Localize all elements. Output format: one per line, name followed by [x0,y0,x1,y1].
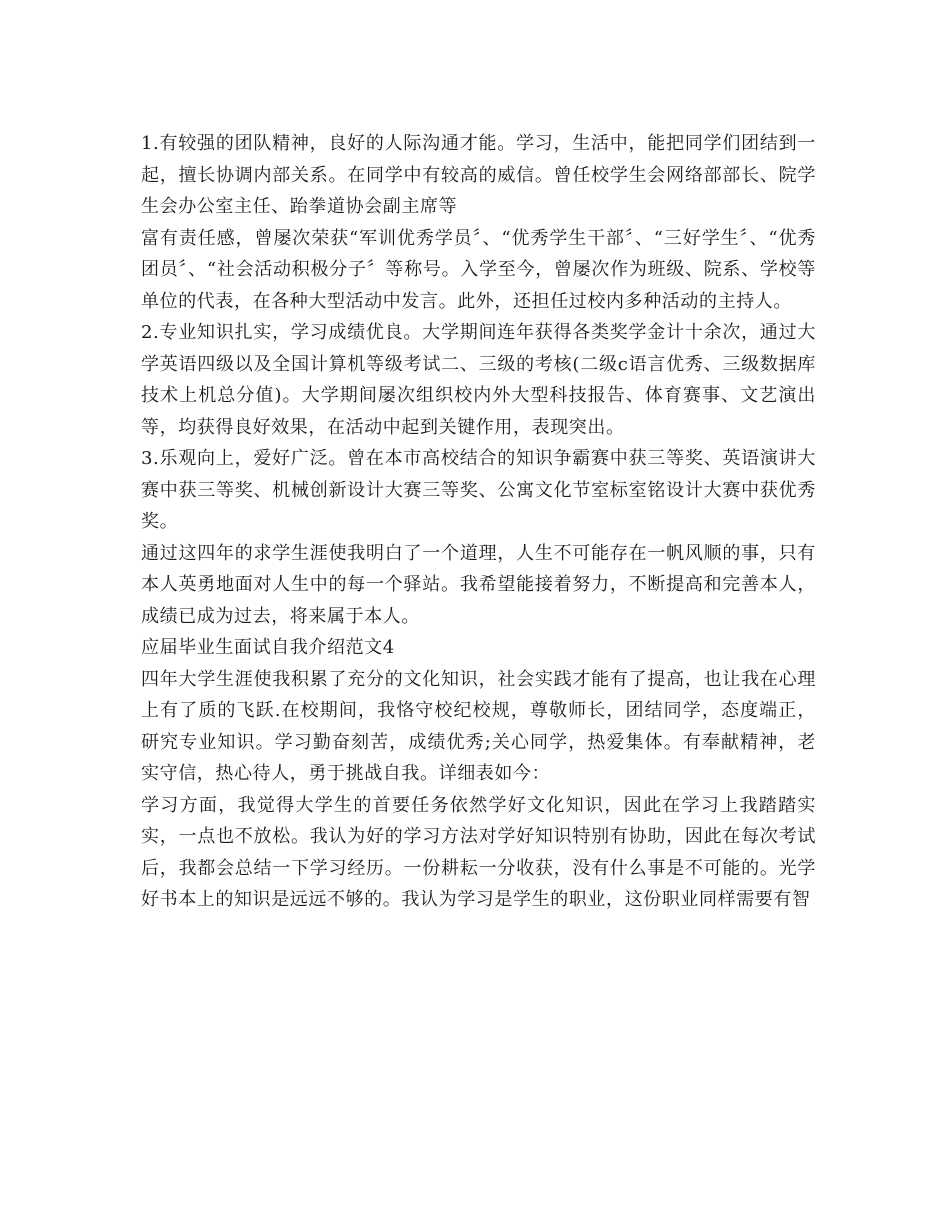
paragraph-honors: 富有责任感，曾屡次荣获“军训优秀学员〞、“优秀学生干部〞、“三好学生〞、“优秀团员〞、“社会活动积极分子〞等称号。入学至今，曾屡次作为班级、院系、学校等单位的代表，在各种大型活动中发言。此外，还担任过校内多种活动的主持人。 [141,227,816,312]
paragraph-study: 学习方面，我觉得大学生的首要任务依然学好文化知识，因此在学习上我踏踏实实，一点也不放松。我认为好的学习方法对学好知识特别有协助，因此在每次考试后，我都会总结一下学习经历。一份耕耘一分收获，没有什么事是不可能的。光学好书本上的知识是远远不够的。我认为学习是学生的职业，这份职业同样需要有智 [141,794,816,910]
paragraph-academics: 2.专业知识扎实，学习成绩优良。大学期间连年获得各类奖学金计十余次，通过大学英语四级以及全国计算机等级考试二、三级的考核(二级c语言优秀、三级数据库技术上机总分值)。大学期间屡次组织校内外大型科技报告、体育赛事、文艺演出等，均获得良好效果，在活动中起到关键作用，表现突出。 [141,322,816,438]
paragraph-hobbies: 3.乐观向上，爱好广泛。曾在本市高校结合的知识争霸赛中获三等奖、英语演讲大赛中获三等奖、机械创新设计大赛三等奖、公寓文化节室标室铭设计大赛中获优秀奖。 [141,448,816,532]
paragraph-reflection: 通过这四年的求学生涯使我明白了一个道理，人生不可能存在一帆风顺的事，只有本人英勇地面对人生中的每一个驿站。我希望能接着努力，不断提高和完善本人，成绩已成为过去，将来属于本人。 [141,542,816,627]
paragraph-teamwork: 1.有较强的团队精神，良好的人际沟通才能。学习，生活中，能把同学们团结到一起，擅长协调内部关系。在同学中有较高的威信。曾任校学生会网络部部长、院学生会办公室主任、跆拳道协会副主席等 [141,133,816,217]
document-body [141,128,816,916]
section-heading: 应届毕业生面试自我介绍范文4 [141,637,395,658]
paragraph-university-life: 四年大学生涯使我积累了充分的文化知识，社会实践才能有了提高，也让我在心理上有了质的飞跃.在校期间，我恪守校纪校规，尊敬师长，团结同学，态度端正，研究专业知识。学习勤奋刻苦，成绩优秀;关心同学，热爱集体。有奉献精神，老实守信，热心待人，勇于挑战自我。详细表如今： [141,668,816,784]
